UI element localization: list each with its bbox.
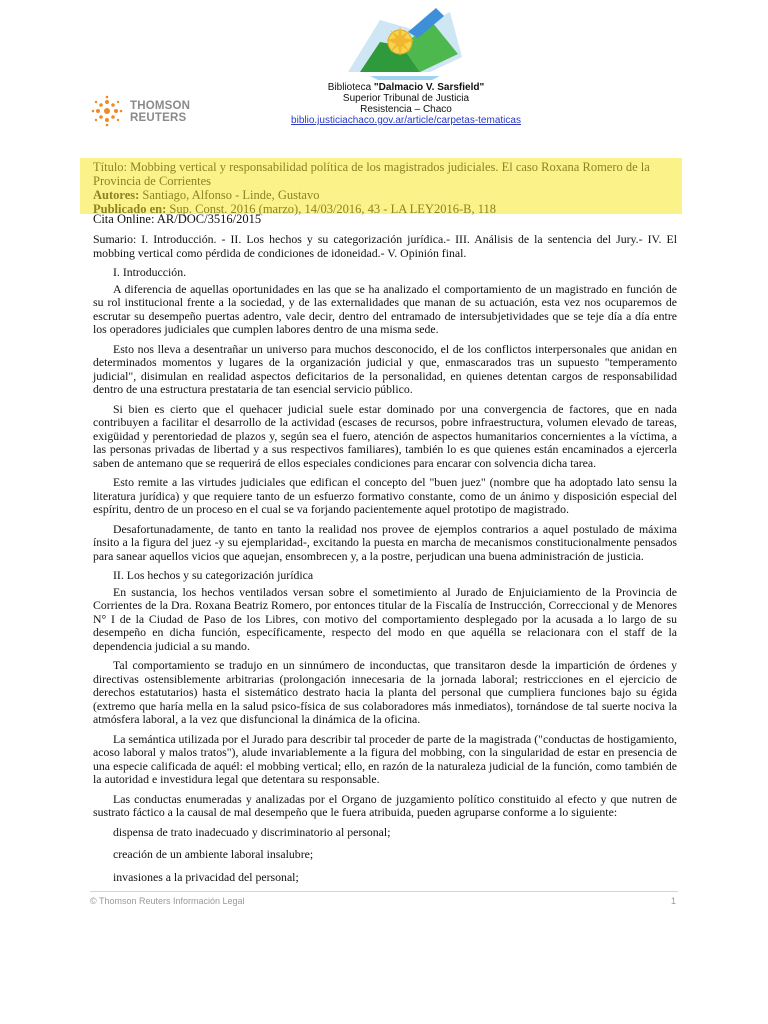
published-in: Sup. Const. 2016 (marzo), 14/03/2016, 43 - LA LEY2016-B, 118 — [169, 202, 497, 216]
cita-label: Cita Online: — [93, 212, 155, 226]
list-item: creación de un ambiente laboral insalubre; — [113, 847, 314, 861]
paragraph: La semántica utilizada por el Jurado para describir tal proceder de parte de la magistrada ("conductas de hostigamiento, acoso laboral y malos tratos"), alude invariablemente a la figura del mobbing, con la singularidad de estar en presencia de una especie calificada de aquél: el mobbing vertical; ello, en razón de la naturaleza judicial de la función, como también de la autoridad e investidura legal que detentara su responsable. — [93, 731, 677, 786]
paragraph: Esto nos lleva a desentrañar un universo para muchos desconocido, el de los conflictos interpersonales que anidan en determinados momentos y lugares de la organización judicial y que, enmascarados tras un supuesto "temperamento judicial", disimulan en realidad aspectos deficitarios de la personalidad, en quienes detentan cargos de responsabilidad dentro de una estructura prestataria de tan esencial servicio público. — [93, 341, 677, 396]
thomson-reuters-icon — [90, 95, 124, 127]
reuters-line: REUTERS — [130, 112, 187, 124]
paragraph: Desafortunadamente, de tanto en tanto la realidad nos provee de ejemplos contrarios a aquel postulado de máxima ínsito a la figura del juez -y su ejemplaridad-, excitando la puesta en marcha de mecanismos constitucionalmente pensados para sanear aquellos vicios que aquejan, ensombrecen y, a la postre, perjudican una buena administración de justicia. — [93, 521, 677, 563]
paragraph: En sustancia, los hechos ventilados versan sobre el sometimiento al Jurado de Enjuiciamiento de la Provincia de Corrientes de la Dra. Roxana Beatriz Romero, por entonces titular de la Fiscalía de Instrucción, Correccional y de Menores N° I de la Ciudad de Paso de los Libres, con motivo del comportamiento desplegado por la acusada a lo largo de su desempeño en dicha función, específicamente, respecto del modo en que aquélla se relacionara con el staff de la dependencia judicial a su mando. — [93, 584, 677, 653]
authors-row — [93, 188, 685, 202]
title-label: Título: — [93, 160, 128, 174]
library-name-row — [250, 82, 562, 93]
library-name: "Dalmacio V. Sarsfield" — [373, 82, 485, 93]
cita-value: AR/DOC/3516/2015 — [156, 212, 262, 226]
paragraph: Tal comportamiento se tradujo en un sinnúmero de inconductas, que transitaron desde la impartición de órdenes y directivas ostensiblemente arbitrarias (prolongación innecesaria de la jornada laboral; restricciones en el ejercicio de derechos estatutarios) hasta el sistemático destrato hacia la planta del personal que cumpliera funciones bajo su égida (extremo que haría mella en la salud psico-física de sus colaboradores más inmediatos), tornándose de tal suerte nociva la atmósfera laboral, a la vez que disfuncional la dinámica de la oficina. — [93, 658, 677, 726]
paragraph: Esto remite a las virtudes judiciales que edifican el concepto del "buen juez" (nombre que ha adoptado lato sensu la literatura jurídica) y que requiere tanto de un esfuerzo formativo constante, como de un ánimo y disposición especial del espíritu, dentro de un proceso en el cual se va forjando pacientemente aquel prototipo de magistrado. — [93, 475, 677, 516]
library-logo — [340, 2, 470, 82]
list-item: dispensa de trato inadecuado y discriminatorio al personal; — [113, 824, 391, 839]
summary: Sumario: I. Introducción. - II. Los hechos y su categorización jurídica.- III. Análisis de la sentencia del Jury.- IV. El mobbing vertical como pérdida de condiciones de idoneidad.- V. Opinión final. — [93, 232, 677, 260]
library-link[interactable]: biblio.justiciachaco.gov.ar/article/carpetas-tematicas — [291, 115, 521, 126]
authors: Santiago, Alfonso - Linde, Gustavo — [142, 188, 320, 202]
paragraph: Si bien es cierto que el quehacer judicial suele estar dominado por una convergencia de factores, que en nada contribuyen a facilitar el desarrollo de la actividad (escases de recursos, pobre infraestructura, volumen elevado de tareas, exigüidad y perentoriedad de plazos y, según sea el fuero, atención de aspectos humanitarios concernientes a la víctima, a las personas privadas de libertad y a sus respectivos familiares), también lo es que quienes están encaminados a ejercerla saben de antemano que se requerirá de ellos especiales condiciones para encarar con solvencia dicha tarea. — [93, 401, 677, 470]
section-heading: I. Introducción. — [113, 265, 187, 279]
paragraph: Las conductas enumeradas y analizadas por el Organo de juzgamiento político constituido al efecto y que nutren de sustrato fáctico a la causal de mal desempeño que le fuera atribuida, pueden agruparse conforme a lo siguiente: — [93, 791, 677, 819]
paragraph: A diferencia de aquellas oportunidades en las que se ha analizado el comportamiento de un magistrado en función de su rol institucional frente a la sociedad, y de las externalidades que manan de su actuación, esta vez nos ocuparemos de escrutar su desempeño puertas adentro, vale decir, dentro del entramado de intersubjetividades que se teje día a día entre los operadores judiciales que cumplen labores dentro de una misma sede. — [93, 281, 677, 336]
thomson-reuters-logo — [90, 95, 200, 127]
section-heading: II. Los hechos y su categorización jurídica — [113, 568, 314, 582]
page-number: 1 — [670, 896, 676, 906]
library-prefix: Biblioteca — [327, 82, 372, 93]
court-name: Superior Tribunal de Justicia — [342, 93, 470, 104]
document-body — [93, 233, 677, 893]
published-label: Publicado en: — [93, 202, 167, 216]
thomson-reuters-wordmark — [130, 100, 190, 124]
list-item: invasiones a la privacidad del personal; — [113, 869, 299, 884]
page-header — [0, 0, 768, 130]
authors-label: Autores: — [93, 188, 140, 202]
cita-online-row — [93, 212, 261, 226]
document-title: Mobbing vertical y responsabilidad política de los magistrados judiciales. El caso Roxana Romero de la Provincia de Corrientes — [93, 160, 650, 188]
city-name: Resistencia – Chaco — [360, 104, 452, 115]
document-metadata — [93, 160, 685, 216]
library-info — [250, 82, 562, 126]
title-row — [93, 160, 685, 188]
footer-copyright: © Thomson Reuters Información Legal — [90, 896, 245, 906]
thomson-line: THOMSON — [130, 100, 191, 112]
page-footer — [90, 891, 678, 906]
